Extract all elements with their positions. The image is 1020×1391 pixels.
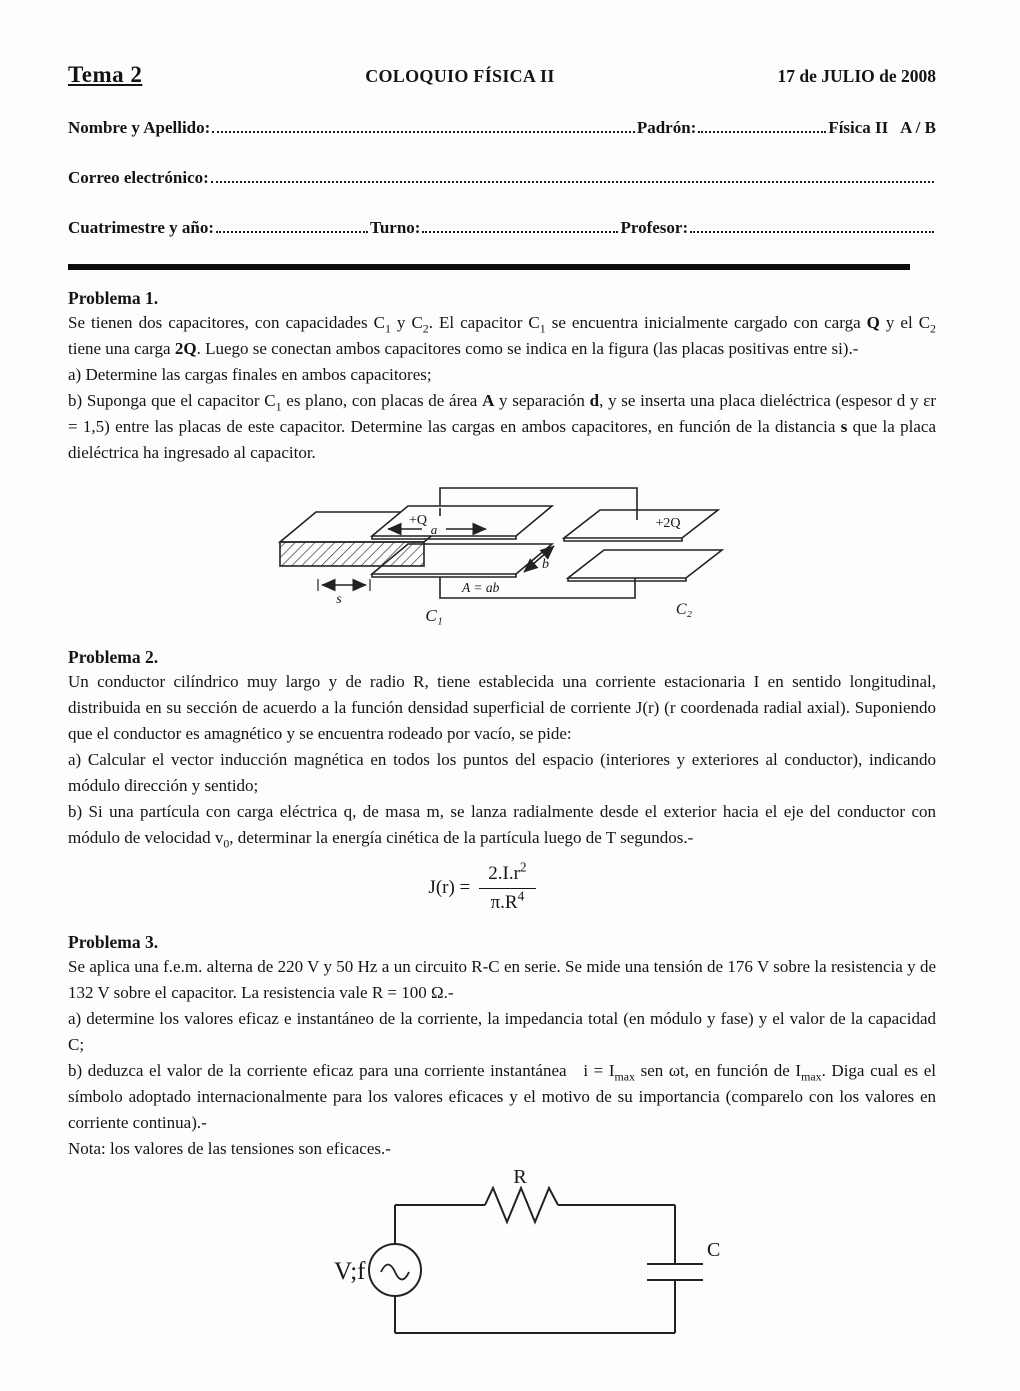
problem-2 bbox=[68, 647, 936, 914]
email-label: Correo electrónico: bbox=[68, 168, 209, 187]
problem-3-note: Nota: los valores de las tensiones son eficaces.- bbox=[68, 1138, 391, 1158]
exam-date: 17 de JULIO de 2008 bbox=[777, 66, 936, 86]
plate-charge-2q-label: +2Q bbox=[655, 516, 681, 531]
header bbox=[68, 62, 936, 88]
dot-leader bbox=[690, 218, 934, 233]
dim-s-label: s bbox=[336, 592, 342, 607]
resistor-label: R bbox=[513, 1169, 527, 1188]
problem-2-item-a: a) Calcular el vector inducción magnética en todos los puntos del espacio (interiores y exteriores al conductor), indicando módulo dirección y sentido; bbox=[68, 750, 936, 795]
form-line-email bbox=[68, 168, 936, 188]
term-label: Cuatrimestre y año: bbox=[68, 218, 215, 237]
dot-leader bbox=[211, 168, 934, 183]
problem-3-heading: Problema 3. bbox=[68, 931, 159, 952]
c1-label: C₁ bbox=[425, 606, 443, 625]
problem-2-heading: Problema 2. bbox=[68, 647, 159, 667]
formula-denominator: $\pi.R^4$ bbox=[490, 888, 525, 913]
capacitor-label: C bbox=[707, 1238, 721, 1261]
plate-charge-q-label: +Q bbox=[408, 513, 428, 528]
c2-label: C₂ bbox=[675, 601, 693, 618]
form-line-term bbox=[68, 218, 936, 238]
problem-2-item-b: b) Si una partícula con carga eléctrica q, de masa m, se lanza radialmente desde el exterior hacia el eje del conductor con módulo de velocidad $v_0$, determinar la energía cinética de la partícula luego de T segundos.- bbox=[68, 802, 936, 851]
problem-3-body: Se aplica una f.e.m. alterna de 220 V y 50 Hz a un circuito R-C en serie. Se mide una tensión de 176 V sobre la resistencia y de 132 V sobre el capacitor. La resistencia vale R = 100 Ω.- bbox=[68, 956, 936, 1002]
padron-label: Padrón: bbox=[636, 118, 697, 137]
dim-b-label: b bbox=[542, 557, 549, 572]
problem-1 bbox=[68, 288, 936, 629]
formula-fraction bbox=[479, 859, 535, 914]
problem-3-item-a: a) determine los valores eficaz e instantáneo de la corriente, la impedancia total (en módulo y fase) y el valor de la capacidad C; bbox=[68, 1008, 936, 1054]
tema-label: Tema 2 bbox=[68, 62, 143, 87]
dot-leader bbox=[216, 218, 368, 233]
shift-label: Turno: bbox=[370, 218, 421, 237]
name-label: Nombre y Apellido: bbox=[68, 118, 211, 137]
problem-3-item-b: b) deduzca el valor de la corriente eficaz para una corriente instantánea $i = I_{max}$ sen ωt, en función de $I_{max}$. Diga cual es el símbolo adoptado internacionalmente para los valores eficaces y el motivo de su importancia (comparelo con los valores en corriente continua).- bbox=[68, 1060, 937, 1132]
exam-title: COLOQUIO FÍSICA II bbox=[365, 66, 555, 86]
current-density-formula bbox=[68, 859, 896, 914]
dim-a-label: a bbox=[430, 522, 438, 537]
problem-1-heading: Problema 1. bbox=[68, 288, 159, 308]
problem-1-item-a: a) Determine las cargas finales en ambos capacitores; bbox=[68, 365, 432, 384]
circuit-figure bbox=[320, 1170, 722, 1352]
sine-symbol bbox=[381, 1264, 409, 1279]
professor-label: Profesor: bbox=[620, 218, 689, 237]
dot-leader bbox=[422, 218, 618, 233]
dot-leader bbox=[212, 118, 635, 133]
problem-3 bbox=[68, 932, 936, 1352]
problem-2-body: Un conductor cilíndrico muy largo y de radio R, tiene establecida una corriente estacionaria I en sentido longitudinal, distribuida en su sección de acuerdo a la función densidad superficial de corriente J(r) (r coordenada radial axial). Suponiendo que el conductor es amagnético y se encuentra rodeado por vacío, se pide: bbox=[68, 672, 936, 743]
dot-leader bbox=[698, 118, 826, 133]
source-label: V;f bbox=[334, 1257, 366, 1285]
area-label: A = ab bbox=[462, 580, 500, 595]
course-label: Física II A / B bbox=[828, 118, 936, 137]
formula-lhs: J(r) = bbox=[428, 877, 471, 899]
problem-1-body: Se tienen dos capacitores, con capacidades $C_1$ y $C_2$. El capacitor $C_1$ se encuentra inicialmente cargado con carga Q y el $C_2$ tiene una carga 2Q. Luego se conectan ambos capacitores como se indica en la figura (las placas positivas entre si).- bbox=[68, 313, 936, 358]
formula-numerator: $2.I.r^2$ bbox=[479, 863, 535, 889]
capacitor-figure bbox=[276, 482, 728, 629]
resistor-zigzag bbox=[485, 1188, 558, 1222]
problem-1-item-b: b) Suponga que el capacitor $C_1$ es plano, con placas de área A y separación d, y se inserta una placa dieléctrica (espesor d y εr = 1,5) entre las placas de este capacitor. Determine las cargas en ambos capacitores, en función de la distancia s que la placa dieléctrica ha ingresado al capacitor. bbox=[68, 391, 937, 462]
form-line-name bbox=[68, 118, 936, 138]
divider-rule bbox=[68, 264, 910, 270]
